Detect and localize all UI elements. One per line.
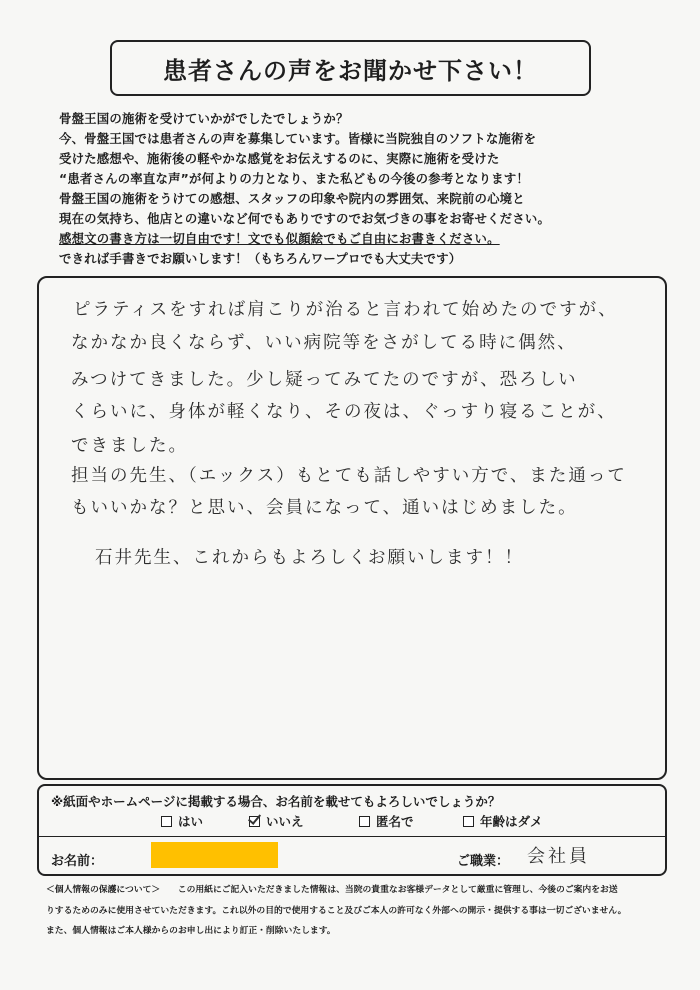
publish-question: ※紙面やホームページに掲載する場合、お名前を載せてもよろしいでしょうか？: [51, 794, 501, 809]
page-title: 患者さんの声をお聞かせ下さい！: [163, 56, 538, 85]
privacy-line: ＜個人情報の保護について＞ この用紙にご記入いただきました情報は、当院の貴重なお客様データとして厳重に管理し、今後のご案内をお送: [46, 885, 618, 895]
intro-line: “患者さんの率直な声”が何よりの力となり、また私どもの今後の参考となります！: [59, 171, 529, 186]
option-anonymous[interactable]: [359, 812, 414, 830]
form-divider: [39, 836, 665, 837]
publish-options: [39, 812, 665, 832]
intro-line: 現在の気持ち、他店との違いなど何でもありですのでお気づきの事をお寄せください。: [59, 211, 551, 226]
privacy-line: また、個人情報はご本人様からのお申し出により訂正・削除いたします。: [46, 926, 336, 936]
privacy-notice: [46, 880, 666, 942]
name-field-redacted[interactable]: [151, 842, 278, 868]
option-no[interactable]: [249, 812, 304, 830]
option-label: はい: [178, 814, 204, 829]
option-label: いいえ: [266, 814, 304, 829]
handwritten-line: なかなか良くならず、いい病院等をさがしてる時に偶然、: [71, 333, 577, 353]
handwritten-line: みつけてきました。少し疑ってみてたのですが、恐ろしい: [71, 370, 578, 390]
option-no-age[interactable]: [463, 812, 543, 830]
name-label: お名前：: [51, 854, 104, 869]
publish-consent-form: [37, 784, 667, 876]
handwritten-line: 担当の先生、（エックス）もとても話しやすい方で、また通って: [71, 466, 627, 486]
title-box: [110, 40, 591, 96]
intro-line-emphasis: 感想文の書き方は一切自由です！文でも似顔絵でもご自由にお書きください。: [59, 231, 500, 246]
checkbox-checked-icon[interactable]: [249, 816, 260, 827]
handwritten-line: もいいかな？と思い、会員になって、通いはじめました。: [71, 498, 578, 518]
intro-line: 今、骨盤王国では患者さんの声を募集しています。皆様に当院独自のソフトな施術を: [59, 131, 537, 146]
checkbox-icon[interactable]: [463, 816, 474, 827]
occupation-label: ご職業：: [457, 854, 510, 869]
handwritten-line: くらいに、身体が軽くなり、その夜は、ぐっすり寝ることが、: [71, 402, 617, 422]
intro-line: 受けた感想や、施術後の軽やかな感覚をお伝えするのに、実際に施術を受けた: [59, 151, 500, 166]
privacy-line: りするためのみに使用させていただきます。これ以外の目的で使用すること及びご本人の許可なく外部への開示・提供する事は一切ございません。: [46, 905, 627, 916]
occupation-field[interactable]: 会社員: [527, 846, 590, 867]
intro-line: できれば手書きでお願いします！（もちろんワープロでも大丈夫です）: [59, 251, 462, 266]
option-label: 匿名で: [376, 814, 414, 829]
intro-line: 骨盤王国の施術をうけての感想、スタッフの印象や院内の雰囲気、来院前の心境と: [59, 191, 525, 206]
option-yes[interactable]: [161, 812, 203, 830]
handwritten-line: できました。: [71, 436, 188, 456]
handwritten-line: ピラティスをすれば肩こりが治ると言われて始めたのですが、: [73, 300, 618, 320]
option-label: 年齢はダメ: [480, 814, 543, 829]
testimonial-box: [37, 276, 667, 780]
handwritten-line: 石井先生、これからもよろしくお願いします！！: [95, 548, 524, 568]
intro-text: [59, 109, 659, 269]
checkbox-icon[interactable]: [161, 816, 172, 827]
intro-line: 骨盤王国の施術を受けていかがでしたでしょうか？: [59, 111, 349, 126]
checkbox-icon[interactable]: [359, 816, 370, 827]
